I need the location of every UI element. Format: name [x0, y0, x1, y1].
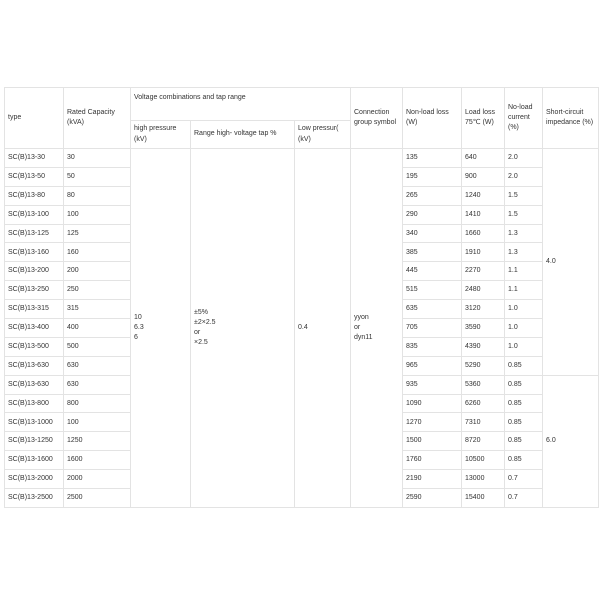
- cell-type: SC(B)13-1250: [5, 432, 64, 451]
- cell-capacity: 315: [64, 300, 131, 319]
- header-high-pressure: high pressure (kV): [131, 121, 191, 149]
- cell-load-loss: 13000: [462, 470, 505, 489]
- cell-no-load-current: 1.0: [505, 300, 543, 319]
- header-load-loss: Load loss 75℃ (W): [462, 88, 505, 149]
- cell-type: SC(B)13-2500: [5, 489, 64, 508]
- cell-non-load-loss: 2590: [403, 489, 462, 508]
- cell-load-loss: 15400: [462, 489, 505, 508]
- cell-load-loss: 4390: [462, 337, 505, 356]
- cell-non-load-loss: 195: [403, 167, 462, 186]
- cell-non-load-loss: 265: [403, 186, 462, 205]
- cell-load-loss: 900: [462, 167, 505, 186]
- cell-no-load-current: 1.3: [505, 243, 543, 262]
- table-row: [5, 149, 599, 168]
- cell-capacity: 630: [64, 356, 131, 375]
- header-no-load-current: No-load current (%): [505, 88, 543, 149]
- cell-load-loss: 1240: [462, 186, 505, 205]
- cell-type: SC(B)13-160: [5, 243, 64, 262]
- cell-type: SC(B)13-200: [5, 262, 64, 281]
- cell-load-loss: 2480: [462, 281, 505, 300]
- cell-non-load-loss: 385: [403, 243, 462, 262]
- cell-type: SC(B)13-800: [5, 394, 64, 413]
- cell-type: SC(B)13-250: [5, 281, 64, 300]
- cell-type: SC(B)13-50: [5, 167, 64, 186]
- cell-load-loss: 1410: [462, 205, 505, 224]
- cell-non-load-loss: 515: [403, 281, 462, 300]
- cell-non-load-loss: 835: [403, 337, 462, 356]
- cell-non-load-loss: 1760: [403, 451, 462, 470]
- cell-no-load-current: 1.3: [505, 224, 543, 243]
- header-low-pressure: Low pressur( (kV): [295, 121, 351, 149]
- header-connection: Connection group symbol: [351, 88, 403, 149]
- cell-load-loss: 3590: [462, 319, 505, 338]
- cell-no-load-current: 0.85: [505, 356, 543, 375]
- cell-capacity: 1250: [64, 432, 131, 451]
- cell-no-load-current: 0.85: [505, 432, 543, 451]
- cell-capacity: 630: [64, 375, 131, 394]
- cell-type: SC(B)13-400: [5, 319, 64, 338]
- cell-non-load-loss: 1270: [403, 413, 462, 432]
- cell-non-load-loss: 445: [403, 262, 462, 281]
- cell-impedance: 4.0: [543, 149, 599, 376]
- cell-type: SC(B)13-80: [5, 186, 64, 205]
- cell-load-loss: 8720: [462, 432, 505, 451]
- cell-low-pressure: 0.4: [295, 149, 351, 508]
- header-impedance: Short-circuit impedance (%): [543, 88, 599, 149]
- cell-load-loss: 1660: [462, 224, 505, 243]
- cell-no-load-current: 0.85: [505, 375, 543, 394]
- cell-no-load-current: 0.85: [505, 451, 543, 470]
- header-type: type: [5, 88, 64, 149]
- cell-no-load-current: 1.0: [505, 337, 543, 356]
- cell-non-load-loss: 965: [403, 356, 462, 375]
- cell-capacity: 50: [64, 167, 131, 186]
- cell-non-load-loss: 290: [403, 205, 462, 224]
- cell-no-load-current: 0.85: [505, 413, 543, 432]
- cell-capacity: 30: [64, 149, 131, 168]
- cell-no-load-current: 0.7: [505, 489, 543, 508]
- cell-no-load-current: 0.7: [505, 470, 543, 489]
- cell-load-loss: 6260: [462, 394, 505, 413]
- cell-load-loss: 5290: [462, 356, 505, 375]
- cell-non-load-loss: 2190: [403, 470, 462, 489]
- cell-type: SC(B)13-630: [5, 356, 64, 375]
- cell-high-pressure: 10 6.3 6: [131, 149, 191, 508]
- cell-no-load-current: 1.5: [505, 205, 543, 224]
- header-tap-range: Range high- voltage tap %: [191, 121, 295, 149]
- header-row-1: [5, 88, 599, 121]
- header-non-load-loss: Non-load loss (W): [403, 88, 462, 149]
- header-capacity: Rated Capacity (kVA): [64, 88, 131, 149]
- cell-no-load-current: 1.1: [505, 281, 543, 300]
- cell-no-load-current: 0.85: [505, 394, 543, 413]
- cell-no-load-current: 1.0: [505, 319, 543, 338]
- cell-non-load-loss: 1500: [403, 432, 462, 451]
- spec-table: [4, 87, 599, 508]
- cell-load-loss: 1910: [462, 243, 505, 262]
- cell-type: SC(B)13-1000: [5, 413, 64, 432]
- spec-table-body: [5, 88, 599, 508]
- cell-load-loss: 640: [462, 149, 505, 168]
- cell-type: SC(B)13-2000: [5, 470, 64, 489]
- cell-capacity: 800: [64, 394, 131, 413]
- header-voltage-group: Voltage combinations and tap range: [131, 88, 351, 121]
- cell-non-load-loss: 705: [403, 319, 462, 338]
- cell-capacity: 160: [64, 243, 131, 262]
- cell-no-load-current: 2.0: [505, 149, 543, 168]
- cell-type: SC(B)13-315: [5, 300, 64, 319]
- cell-capacity: 100: [64, 413, 131, 432]
- cell-impedance: 6.0: [543, 375, 599, 507]
- cell-capacity: 500: [64, 337, 131, 356]
- cell-load-loss: 5360: [462, 375, 505, 394]
- cell-capacity: 400: [64, 319, 131, 338]
- cell-capacity: 100: [64, 205, 131, 224]
- cell-load-loss: 3120: [462, 300, 505, 319]
- cell-type: SC(B)13-630: [5, 375, 64, 394]
- cell-non-load-loss: 935: [403, 375, 462, 394]
- cell-capacity: 125: [64, 224, 131, 243]
- cell-no-load-current: 1.1: [505, 262, 543, 281]
- cell-type: SC(B)13-500: [5, 337, 64, 356]
- cell-non-load-loss: 135: [403, 149, 462, 168]
- cell-tap-range: ±5% ±2×2.5 or ×2.5: [191, 149, 295, 508]
- cell-type: SC(B)13-100: [5, 205, 64, 224]
- cell-load-loss: 2270: [462, 262, 505, 281]
- cell-capacity: 2500: [64, 489, 131, 508]
- cell-no-load-current: 1.5: [505, 186, 543, 205]
- cell-load-loss: 10500: [462, 451, 505, 470]
- cell-type: SC(B)13-1600: [5, 451, 64, 470]
- cell-non-load-loss: 1090: [403, 394, 462, 413]
- cell-non-load-loss: 340: [403, 224, 462, 243]
- cell-load-loss: 7310: [462, 413, 505, 432]
- cell-type: SC(B)13-30: [5, 149, 64, 168]
- cell-capacity: 80: [64, 186, 131, 205]
- cell-connection: yyon or dyn11: [351, 149, 403, 508]
- cell-type: SC(B)13-125: [5, 224, 64, 243]
- cell-no-load-current: 2.0: [505, 167, 543, 186]
- cell-capacity: 200: [64, 262, 131, 281]
- cell-capacity: 250: [64, 281, 131, 300]
- cell-capacity: 1600: [64, 451, 131, 470]
- cell-capacity: 2000: [64, 470, 131, 489]
- cell-non-load-loss: 635: [403, 300, 462, 319]
